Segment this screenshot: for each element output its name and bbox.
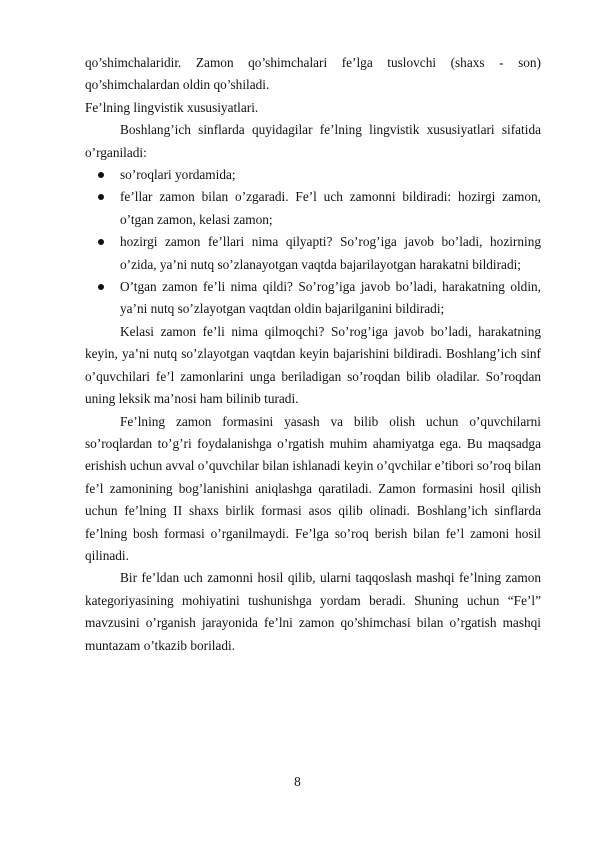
paragraph-lead: Boshlang’ich sinflarda quyidagilar fe’lning lingvistik xususiyatlari sifatida o’rganiladi:	[85, 122, 541, 160]
paragraph-tense-form: Fe’lning zamon formasini yasash va bilib olish uchun o’quvchilarni so’roqlardan to’g’ri foydalanishga o’rgatish muhim ahamiyatga ega. Bu maqsadga erishish uchun avval o’quvchilar bilan ishlanadi keyin o’qvchilar e’tibori so’roq bilan fe’l zamonining bog’lanishini aniqlashga qaratiladi. Zamon formasini hosil qilish uchun fe’lning II shaxs birlik formasi asos qilib olinadi. Boshlang’ich sinflarda fe’lning bosh formasi o’rganilmaydi. Fe’lga so’roq berish bilan fe’l zamoni hosil qilinadi.	[85, 413, 541, 563]
list-item-text: hozirgi zamon fe’llari nima qilyapti? So’rog’iga javob bo’ladi, hozirning o’zida, ya’ni nutq so’zlanayotgan vaqtda bajarilayotgan harakatni bildiradi;	[120, 234, 541, 272]
list-item-text: O’tgan zamon fe’li nima qildi? So’rog’iga javob bo’ladi, harakatning oldin, ya’ni nutq so’zlayotgan vaqtdan oldin bajarilganini bildiradi;	[120, 279, 541, 317]
paragraph-exercise: Bir fe’ldan uch zamonni hosil qilib, ularni taqqoslash mashqi fe’lning zamon kategoriyasining mohiyatini tushunishga yordam beradi. Shuning uchun “Fe’l” mavzusini o’rganish jarayonida fe’lni zamon qo’shimchasi bilan o’rgatish mashqi muntazam o’tkazib boriladi.	[85, 570, 541, 653]
bullet-icon	[98, 284, 104, 290]
list-item	[85, 276, 541, 321]
bullet-list	[85, 164, 541, 321]
list-item-text: fe’llar zamon bilan o’zgaradi. Fe’l uch zamonni bildiradi: hozirgi zamon, o’tgan zamon, kelasi zamon;	[120, 189, 541, 227]
bullet-icon	[98, 172, 104, 178]
document-page	[85, 52, 541, 657]
section-heading: Fe’lning lingvistik xususiyatlari.	[85, 99, 259, 115]
list-item	[85, 186, 541, 231]
bullet-icon	[98, 239, 104, 245]
bullet-icon	[98, 194, 104, 200]
list-item-text: so’roqlari yordamida;	[120, 167, 236, 183]
paragraph-future-tense: Kelasi zamon fe’li nima qilmoqchi? So’rog’iga javob bo’ladi, harakatning keyin, ya’ni nutq so’zlayotgan vaqtdan keyin bajarishini bildiradi. Boshlang’ich sinf o’quvchilari fe’l zamonlarini unga beriladigan so’roqdan bilib oladilar. So’roqdan uning leksik ma’nosi ham bilinib turadi.	[85, 323, 541, 407]
list-item	[85, 231, 541, 276]
page-number: 8	[294, 774, 301, 789]
list-item	[85, 164, 541, 186]
paragraph-intro: qo’shimchalaridir. Zamon qo’shimchalari fe’lga tuslovchi (shaxs - son) qo’shimchalardan oldin qo’shiladi.	[85, 55, 541, 93]
